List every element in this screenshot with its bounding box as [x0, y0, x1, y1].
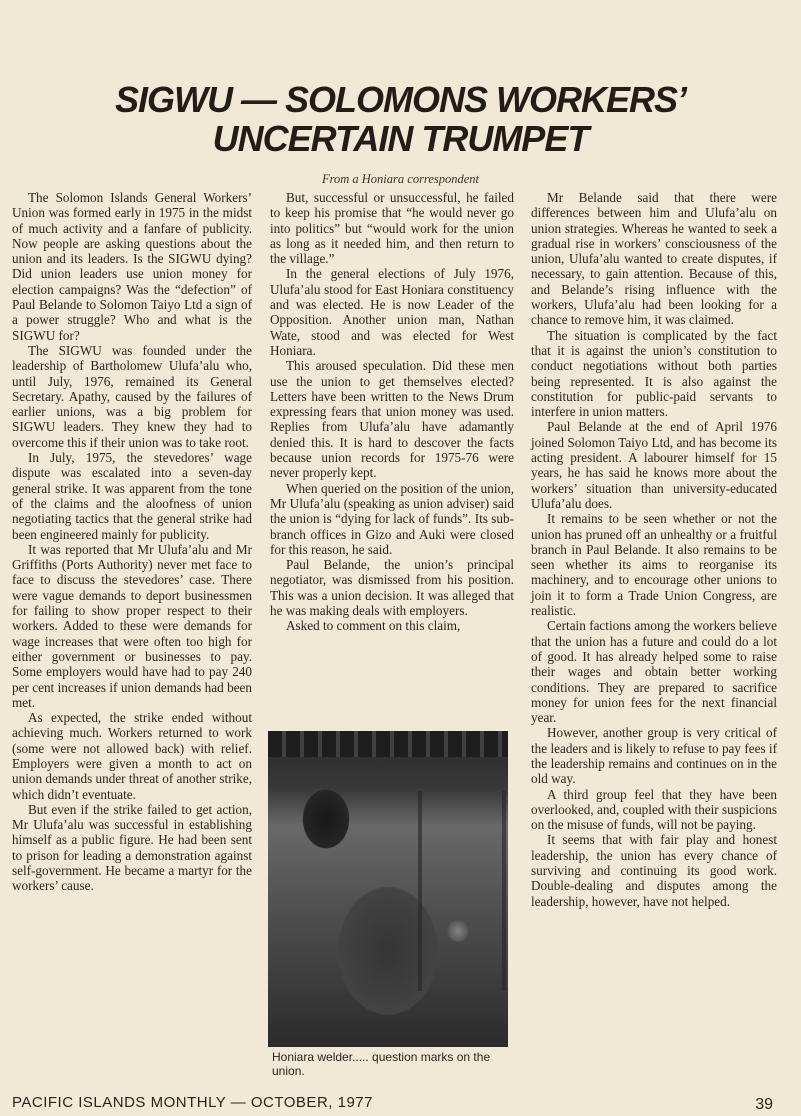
- paragraph: Paul Belande, the union’s principal negotiator, was dismissed from his position. This was a union decision. It was alleged that he was making deals with employers.: [270, 557, 514, 619]
- paragraph: But even if the strike failed to get action, Mr Ulufa’alu was successful in establishing himself as a public figure. He had been sent to prison for leading a demonstration against self-government. He became a martyr for the workers’ cause.: [12, 801, 252, 894]
- paragraph: Mr Belande said that there were differences between him and Ulufa’alu on union strategies. Whereas he wanted to seek a gradual rise in workers’ consciousness of the union, Ulufa’alu wanted to create disputes, if necessary, to gain attention. Because of this, and Belande’s rising influence with the workers, Ulufa’alu had been looking for a chance to remove him, it was claimed.: [531, 190, 777, 328]
- paragraph: As expected, the strike ended without achieving much. Workers returned to work (some were not allowed back) with relief. Employers were given a month to act on union demands under threat of another strike, which didn’t eventuate.: [12, 710, 252, 802]
- paragraph: However, another group is very critical of the leaders and is likely to refuse to pay fees if the leadership remains and continues on in the old way.: [531, 725, 777, 787]
- paragraph: When queried on the position of the union, Mr Ulufa’alu (speaking as union adviser) said the union is “dying for lack of funds”. Its sub-branch offices in Gizo and Auki were closed for this reason, he said.: [270, 480, 514, 557]
- paragraph: This aroused speculation. Did these men use the union to get themselves elected? Letters have been written to the News Drum expressing fears that union money was used. Replies from Ulufa’alu have adamantly denied this. It is hard to descover the facts because union records for 1975-76 were never properly kept.: [270, 358, 514, 481]
- headline-line-2: UNCERTAIN TRUMPET: [212, 118, 589, 159]
- paragraph: In the general elections of July 1976, Ulufa’alu stood for East Honiara constituency and was elected. He is now Leader of the Opposition. Another union man, Nathan Wate, stood and was elected for West Honiara.: [270, 266, 514, 358]
- publication-footer: PACIFIC ISLANDS MONTHLY — OCTOBER, 1977: [12, 1094, 373, 1111]
- byline: From a Honiara correspondent: [321, 172, 480, 186]
- photo-caption: Honiara welder..... question marks on the union.: [272, 1050, 491, 1078]
- paragraph: Paul Belande at the end of April 1976 joined Solomon Taiyo Ltd, and has become its acting president. A labourer himself for 15 years, he has said he knows more about the workers’ situation than university-educated Ulufa’alu does.: [531, 419, 777, 511]
- paragraph: The situation is complicated by the fact that it is against the union’s constitution to conduct negotiations without both parties being represented. It is also against the constitution for public-paid servants to interfere in union matters.: [531, 327, 777, 420]
- photo-frame-detail: [418, 791, 506, 991]
- welder-photo: [268, 731, 508, 1047]
- paragraph: But, successful or unsuccessful, he failed to keep his promise that “he would never go into politics” but “would work for the union as long as it needed him, and then return to the village.”: [270, 190, 514, 267]
- paragraph: It seems that with fair play and honest leadership, the union has every chance of surviving and continuing its good work. Double-dealing and disputes among the leadership, however, have not helped.: [531, 832, 777, 909]
- article-column-1: [12, 190, 252, 894]
- paragraph: It remains to be seen whether or not the union has pruned off an unhealthy or a fruitful branch in Paul Belande. It also remains to be seen whether its aims to reorganise its machinery, and to encourage other unions to join it to form a Trade Union Congress, are realistic.: [531, 511, 777, 619]
- article-column-2: [270, 190, 514, 730]
- page-number: 39: [755, 1096, 773, 1113]
- paragraph: A third group feel that they have been overlooked, and, coupled with their suspicions on the misuse of funds, will not be paying.: [531, 786, 777, 833]
- paragraph: In July, 1975, the stevedores’ wage dispute was escalated into a seven-day general strike. It was apparent from the tone of the claims and the aloofness of union negotiating tactics that the general strike had been engineered mainly for publicity.: [12, 450, 252, 542]
- paragraph: The SIGWU was founded under the leadership of Bartholomew Ulufa’alu who, until July, 1976, remained its General Secretary. Apathy, caused by the failures of earlier unions, was a big problem for SIGWU leaders. They knew they had to overcome this if their union was to take root.: [12, 342, 252, 450]
- paragraph: Certain factions among the workers believe that the union has a future and could do a lot of good. It has already helped some to raise their wages and obtain better working conditions. They are prepared to sacrifice money for union fees for the next financial year.: [531, 618, 777, 726]
- headline-line-1: SIGWU — SOLOMONS WORKERS’: [114, 79, 686, 120]
- paragraph: It was reported that Mr Ulufa’alu and Mr Griffiths (Ports Authority) never met face to face to discuss the stevedores’ case. There were vague demands to deport businessmen for failing to show proper respect to their workers. Added to these were demands for wage increases that were often too high for either government or businesses to pay. Some employers would have had to pay 240 per cent increases if union demands had been met.: [12, 541, 252, 710]
- article-column-3: [531, 190, 777, 909]
- photo-beam-detail: [268, 731, 508, 757]
- paragraph: Asked to comment on this claim,: [286, 618, 461, 634]
- paragraph: The Solomon Islands General Workers’ Union was formed early in 1975 in the midst of much activity and a fanfare of publicity. Now people are asking questions about the union and its leaders. Is the SIGWU dying? Did union leaders use union money for election campaigns? Was the “defection” of Paul Belande to Solomon Taiyo Ltd a sign of a power struggle? Who and what is the SIGWU for?: [12, 190, 252, 343]
